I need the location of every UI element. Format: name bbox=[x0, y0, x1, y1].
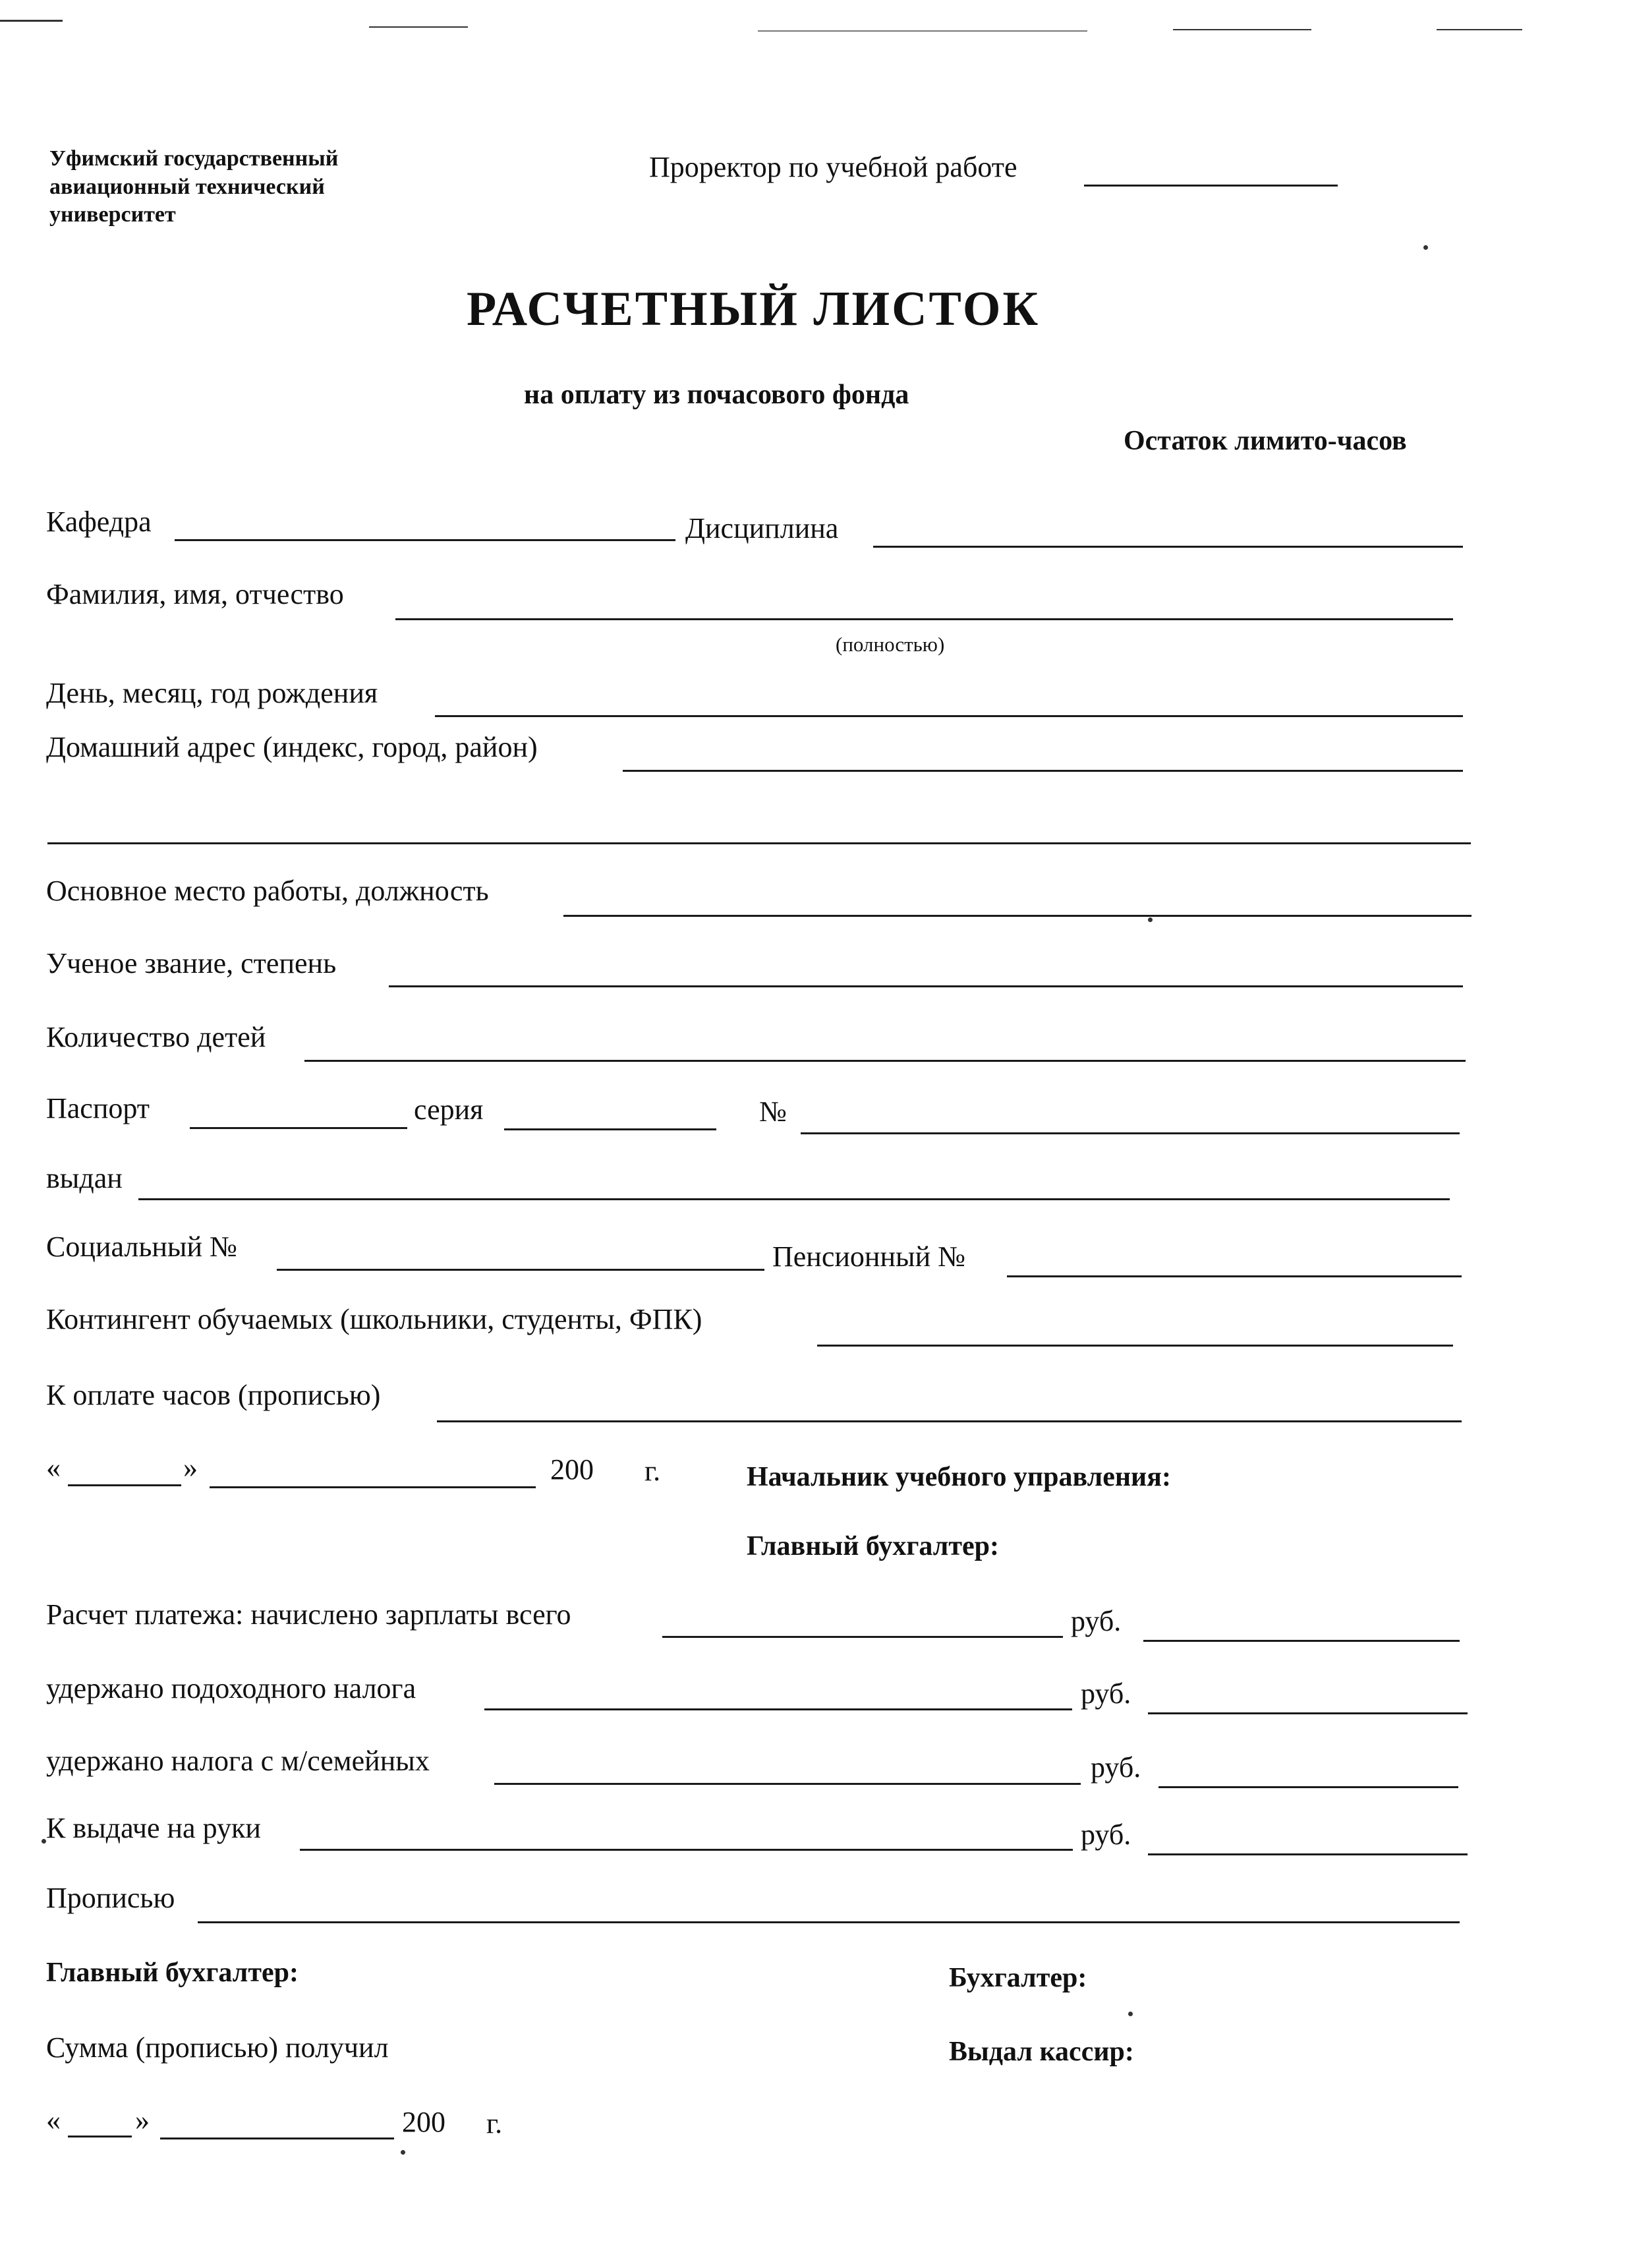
discipline-field[interactable] bbox=[873, 546, 1463, 548]
main-job-label: Основное место работы, должность bbox=[46, 875, 489, 907]
date2-day-field[interactable] bbox=[68, 2136, 132, 2137]
to-hand-kopecks-field[interactable] bbox=[1148, 1853, 1468, 1855]
full-name-label: Фамилия, имя, отчество bbox=[46, 578, 344, 610]
date1-year-suffix: г. bbox=[644, 1455, 661, 1487]
hours-to-pay-label: К оплате часов (прописью) bbox=[46, 1379, 381, 1411]
main-job-field[interactable] bbox=[563, 915, 1472, 917]
home-address-field[interactable] bbox=[623, 770, 1463, 772]
issued-label: выдан bbox=[46, 1162, 123, 1194]
limit-hours-label: Остаток лимито-часов bbox=[1124, 426, 1407, 456]
in-words-label: Прописью bbox=[46, 1882, 175, 1914]
chief-accountant-label-2: Главный бухгалтер: bbox=[46, 1958, 299, 1988]
university-line-3: университет bbox=[49, 202, 176, 227]
in-words-field[interactable] bbox=[198, 1921, 1460, 1923]
accrued-field[interactable] bbox=[662, 1636, 1063, 1638]
scan-speck bbox=[42, 1839, 46, 1844]
home-address-label: Домашний адрес (индекс, город, район) bbox=[46, 731, 538, 763]
document-subtitle: на оплату из почасового фонда bbox=[524, 380, 909, 410]
date1-open-quote: « bbox=[46, 1451, 61, 1484]
income-tax-field[interactable] bbox=[484, 1708, 1072, 1710]
date2-year: 200 bbox=[402, 2106, 445, 2138]
family-tax-field[interactable] bbox=[494, 1783, 1081, 1785]
children-field[interactable] bbox=[304, 1060, 1466, 1062]
series-field[interactable] bbox=[504, 1128, 716, 1130]
date2-open-quote: « bbox=[46, 2104, 61, 2136]
department-label: Кафедра bbox=[46, 506, 152, 538]
accountant-label: Бухгалтер: bbox=[949, 1963, 1087, 1993]
date1-day-field[interactable] bbox=[68, 1484, 181, 1486]
children-label: Количество детей bbox=[46, 1021, 266, 1053]
to-hand-label: К выдаче на руки bbox=[46, 1812, 261, 1844]
to-hand-currency: руб. bbox=[1081, 1818, 1131, 1851]
to-hand-field[interactable] bbox=[300, 1849, 1073, 1851]
accrued-kopecks-field[interactable] bbox=[1143, 1640, 1460, 1642]
sum-received-label: Сумма (прописью) получил bbox=[46, 2031, 389, 2064]
scan-artifact-line bbox=[369, 26, 468, 28]
passport-label: Паспорт bbox=[46, 1092, 150, 1124]
university-line-1: Уфимский государственный bbox=[49, 146, 339, 171]
income-tax-label: удержано подоходного налога bbox=[46, 1672, 416, 1704]
scan-artifact-line bbox=[0, 20, 63, 22]
pension-number-field[interactable] bbox=[1007, 1275, 1462, 1277]
series-label: серия bbox=[414, 1093, 484, 1126]
department-field[interactable] bbox=[175, 539, 675, 541]
income-tax-kopecks-field[interactable] bbox=[1148, 1712, 1468, 1714]
document-title: РАСЧЕТНЫЙ ЛИСТОК bbox=[467, 282, 1041, 336]
scan-speck bbox=[1148, 917, 1153, 922]
birth-date-field[interactable] bbox=[435, 715, 1463, 717]
date1-year: 200 bbox=[550, 1453, 594, 1486]
cashier-label: Выдал кассир: bbox=[949, 2037, 1134, 2067]
academic-rank-label: Ученое звание, степень bbox=[46, 947, 337, 979]
university-name bbox=[49, 145, 338, 229]
date2-year-suffix: г. bbox=[486, 2107, 503, 2139]
number-label: № bbox=[759, 1095, 787, 1128]
scan-artifact-line bbox=[1173, 29, 1311, 30]
home-address-field-continued[interactable] bbox=[47, 842, 1471, 844]
scan-artifact-line bbox=[1437, 29, 1522, 30]
hours-to-pay-field[interactable] bbox=[437, 1420, 1462, 1422]
pension-number-label: Пенсионный № bbox=[772, 1240, 966, 1273]
scan-artifact-line bbox=[758, 30, 1087, 32]
income-tax-currency: руб. bbox=[1081, 1677, 1131, 1710]
accrued-label: Расчет платежа: начислено зарплаты всего bbox=[46, 1598, 571, 1631]
scan-speck bbox=[1128, 2012, 1133, 2016]
date2-close-quote: » bbox=[135, 2104, 150, 2136]
date2-month-field[interactable] bbox=[160, 2137, 394, 2139]
contingent-label: Контингент обучаемых (школьники, студенты, ФПК) bbox=[46, 1303, 702, 1335]
accrued-currency: руб. bbox=[1071, 1605, 1122, 1637]
head-education-label: Начальник учебного управления: bbox=[747, 1462, 1171, 1492]
university-line-2: авиационный технический bbox=[49, 174, 325, 199]
passport-number-field[interactable] bbox=[801, 1132, 1460, 1134]
family-tax-label: удержано налога с м/семейных bbox=[46, 1745, 430, 1777]
prorector-label: Проректор по учебной работе bbox=[649, 151, 1017, 183]
social-number-label: Социальный № bbox=[46, 1231, 238, 1263]
discipline-label: Дисциплина bbox=[685, 512, 839, 544]
date1-month-field[interactable] bbox=[210, 1486, 536, 1488]
academic-rank-field[interactable] bbox=[389, 985, 1463, 987]
family-tax-currency: руб. bbox=[1091, 1751, 1141, 1784]
chief-accountant-label-1: Главный бухгалтер: bbox=[747, 1531, 999, 1561]
scan-speck bbox=[401, 2150, 405, 2155]
full-name-hint: (полностью) bbox=[836, 633, 945, 656]
birth-date-label: День, месяц, год рождения bbox=[46, 677, 378, 709]
scan-speck bbox=[1423, 245, 1428, 250]
social-number-field[interactable] bbox=[277, 1269, 764, 1271]
date1-close-quote: » bbox=[183, 1451, 198, 1484]
prorector-signature-line[interactable] bbox=[1084, 185, 1338, 187]
passport-field[interactable] bbox=[190, 1127, 407, 1129]
family-tax-kopecks-field[interactable] bbox=[1158, 1786, 1458, 1788]
full-name-field[interactable] bbox=[395, 618, 1453, 620]
contingent-field[interactable] bbox=[817, 1345, 1453, 1347]
issued-field[interactable] bbox=[138, 1198, 1450, 1200]
